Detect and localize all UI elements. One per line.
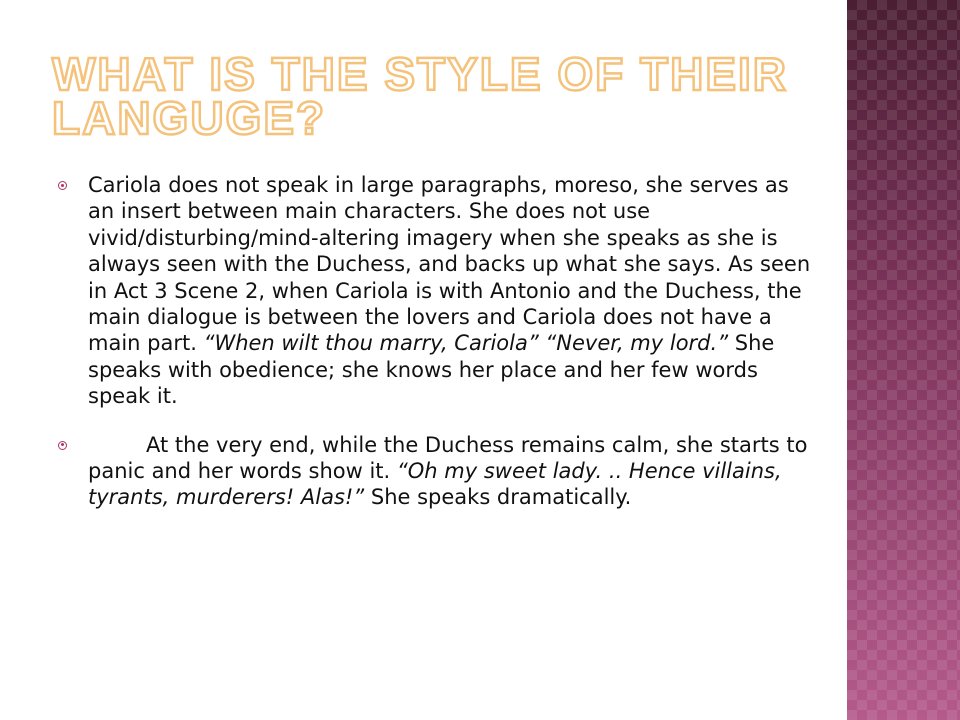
bullet-quote: “When wilt thou marry, Cariola” “Never, my lord.”	[203, 331, 729, 356]
slide-title: WHAT IS THE STYLE OF THEIR LANGUGE?	[52, 48, 789, 144]
bullet-item-2	[58, 432, 818, 511]
bullet-text: She speaks dramatically.	[364, 485, 632, 510]
bullet-item-1	[58, 172, 818, 410]
bullet-icon	[58, 181, 67, 190]
bullet-text: She speaks with obedience; she knows her place and her few words speak it.	[88, 331, 775, 409]
bullet-list	[58, 172, 818, 533]
bullet-text: Cariola does not speak in large paragraphs, moreso, she serves as an insert between main characters. She does not use vivid/disturbing/mind-altering imagery when she speaks as she is always seen with the Duchess, and backs up what she says. As seen in Act 3 Scene 2, when Cariola is with Antonio and the Duchess, the main dialogue is between the lovers and Cariola does not have a main part.	[88, 173, 811, 356]
bullet-text: At the very end, while the Duchess remains calm, she starts to panic and her words show it.	[88, 432, 808, 484]
bullet-quote: “Oh my sweet lady. .. Hence villains, tyrants, murderers! Alas!”	[88, 459, 782, 510]
decorative-side-panel	[847, 0, 960, 720]
bullet-icon	[58, 441, 67, 450]
